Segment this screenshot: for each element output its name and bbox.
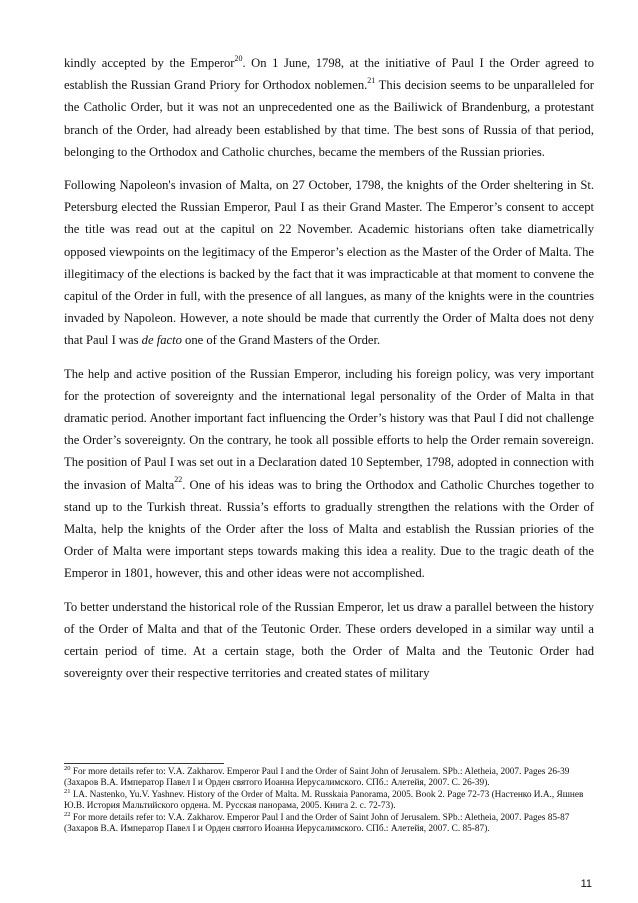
footnote-number: 20 bbox=[64, 764, 71, 772]
italic-text: de facto bbox=[141, 333, 182, 348]
paragraph bbox=[64, 596, 594, 685]
footnotes bbox=[64, 764, 596, 835]
footnote bbox=[64, 764, 596, 790]
text-run: . One of his ideas was to bring the Orthodox and Catholic Churches together to stand up to the Turkish threat. Russia’s efforts to gradually strengthen the relations with the Order of Malta, help the knights of the Order after the loss of Malta and establish the Russian priories of the Order of Malta were important steps towards making this idea a reality. Due to the tragic death of the Emperor in 1801, however, this and other ideas were not accomplished. bbox=[64, 477, 595, 581]
footnote-text: For more details refer to: V.A. Zakharov. Emperor Paul I and the Order of Saint John of Jerusalem. SPb.: Aletheia, 2007. Pages 85-87 (Захаров В.А. Император Павел I и Орден святого Иоанна Иерусалимского. СПб.: Алетейя, 2007. С. 85-87). bbox=[64, 812, 570, 835]
text-run: Following Napoleon's invasion of Malta, on 27 October, 1798, the knights of the Order sheltering in St. Petersburg elected the Russian Emperor, Paul I as their Grand Master. The Emperor’s consent to accept the title was read out at the capitul on 22 November. Academic historians often take diametrically opposed viewpoints on the legitimacy of the Emperor’s election as the Master of the Order of Malta. The illegitimacy of the elections is backed by the fact that it was impracticable at that moment to convene the capitul of the Order in full, with the presence of all langues, as many of the knights were in the countries invaded by Napoleon. However, a note should be made that currently the Order of Malta does not deny that Paul I was bbox=[64, 178, 594, 348]
page-number: 11 bbox=[580, 878, 592, 890]
paragraph bbox=[64, 363, 594, 585]
footnote-text: For more details refer to: V.A. Zakharov. Emperor Paul I and the Order of Saint John of Jerusalem. SPb.: Aletheia, 2007. Pages 26-39 (Захаров В.А. Император Павел I и Орден святого Иоанна Иерусалимского. СПб.: Алетейя, 2007. С. 26-39). bbox=[64, 767, 570, 789]
footnote-reference: 22 bbox=[174, 475, 183, 485]
paragraph bbox=[64, 52, 594, 163]
text-run: This decision seems to be unparalleled for the Catholic Order, but it was not an unprecedented one as the Bailiwick of Brandenburg, a protestant branch of the Order, had already been established by that time. The best sons of Russia of that period, belonging to the Orthodox and Catholic churches, became the members of the Russian priories. bbox=[64, 78, 594, 159]
footnote bbox=[64, 810, 596, 836]
text-run: The help and active position of the Russian Emperor, including his foreign policy, was very important for the protection of sovereignty and the international legal personality of the Order of Malta in that dramatic period. Another important fact influencing the Order’s history was that Paul I did not challenge the Order’s sovereignty. On the contrary, he took all possible efforts to help the Order remain sovereign. The position of Paul I was set out in a Declaration dated 10 September, 1798, adopted in connection with the invasion of Malta bbox=[64, 366, 594, 492]
footnote-reference: 20 bbox=[234, 53, 243, 63]
body-text bbox=[64, 52, 594, 695]
text-run: To better understand the historical role of the Russian Emperor, let us draw a parallel between the history of the Order of Malta and that of the Teutonic Order. These orders developed in a similar way until a certain period of time. At a certain stage, both the Order of Malta and the Teutonic Order had sovereignty over their respective territories and created states of military bbox=[64, 599, 594, 681]
text-run: . On 1 June, 1798, at the initiative of Paul I the Order agreed to establish the Russian Grand Priory for Orthodox noblemen. bbox=[64, 56, 595, 93]
footnote-number: 22 bbox=[64, 810, 71, 818]
footnote-separator bbox=[64, 763, 224, 764]
text-run: one of the Grand Masters of the Order. bbox=[181, 333, 381, 348]
text-run: kindly accepted by the Emperor bbox=[64, 56, 235, 70]
footnote-text: I.A. Nastenko, Yu.V. Yashnev. History of the Order of Malta. M. Russkaia Panorama, 2005. Book 2. Page 72-73 (Настенко И.А., Яшнев Ю.В. История Мальтийского ордена. М. Русская панорама, 2005. Книга 2. с. 72-73). bbox=[64, 789, 584, 812]
footnote bbox=[64, 787, 596, 813]
paragraph bbox=[64, 174, 594, 352]
footnote-reference: 21 bbox=[367, 76, 376, 86]
footnote-number: 21 bbox=[64, 787, 71, 795]
